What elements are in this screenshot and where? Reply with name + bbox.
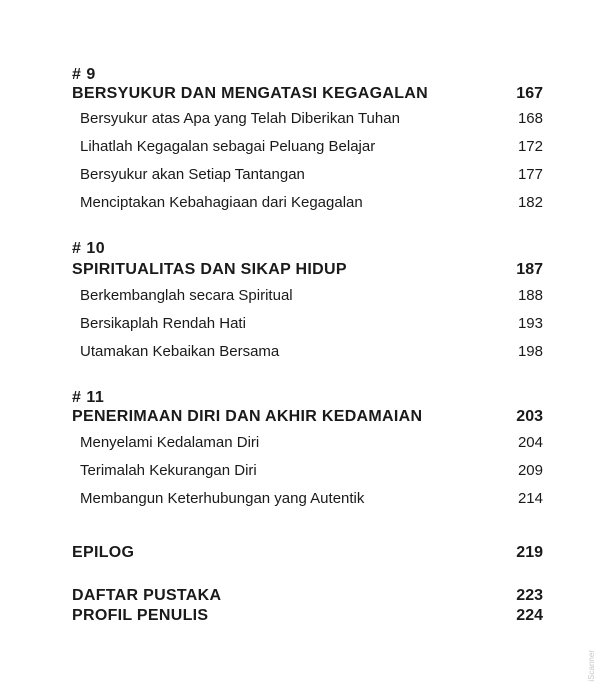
chapter-9-heading-row bbox=[0, 85, 600, 109]
chapter-11-title: PENERIMAAN DIRI DAN AKHIR KEDAMAIAN bbox=[72, 408, 423, 425]
toc-entry-label: Menciptakan Kebahagiaan dari Kegagalan bbox=[80, 194, 363, 211]
epilog-page: 219 bbox=[516, 544, 543, 561]
chapter-10-page: 187 bbox=[516, 261, 543, 278]
toc-entry-page: 177 bbox=[517, 166, 543, 183]
epilog-row bbox=[0, 544, 600, 568]
chapter-10-title: SPIRITUALITAS DAN SIKAP HIDUP bbox=[72, 261, 347, 278]
toc-entry-page: 188 bbox=[517, 287, 543, 304]
profil-penulis-row bbox=[0, 607, 600, 631]
profil-penulis-page: 224 bbox=[516, 607, 543, 624]
toc-entry bbox=[0, 110, 600, 134]
toc-entry-page: 204 bbox=[517, 434, 543, 451]
toc-entry bbox=[0, 166, 600, 190]
toc-entry-label: Berkembanglah secara Spiritual bbox=[80, 287, 293, 304]
daftar-pustaka-page: 223 bbox=[516, 587, 543, 604]
toc-entry-page: 168 bbox=[517, 110, 543, 127]
toc-entry bbox=[0, 315, 600, 339]
chapter-10-heading-row bbox=[0, 261, 600, 285]
toc-entry-label: Utamakan Kebaikan Bersama bbox=[80, 343, 280, 360]
toc-entry-page: 198 bbox=[517, 343, 543, 360]
toc-entry bbox=[0, 462, 600, 486]
toc-entry bbox=[0, 490, 600, 514]
toc-entry-label: Lihatlah Kegagalan sebagai Peluang Belajar bbox=[80, 138, 376, 155]
toc-entry-page: 214 bbox=[517, 490, 543, 507]
chapter-11-heading-row bbox=[0, 408, 600, 432]
chapter-10-number: # 10 bbox=[72, 240, 106, 257]
toc-entry-page: 182 bbox=[517, 194, 543, 211]
toc-entry-label: Terimalah Kekurangan Diri bbox=[80, 462, 257, 479]
toc-entry-label: Bersyukur akan Setiap Tantangan bbox=[80, 166, 305, 183]
profil-penulis-title: PROFIL PENULIS bbox=[72, 607, 209, 624]
toc-entry-label: Bersikaplah Rendah Hati bbox=[80, 315, 246, 332]
toc-entry bbox=[0, 287, 600, 311]
chapter-11-page: 203 bbox=[516, 408, 543, 425]
scanner-watermark: iScanner bbox=[587, 650, 596, 682]
toc-entry-label: Membangun Keterhubungan yang Autentik bbox=[80, 490, 365, 507]
chapter-9-title: BERSYUKUR DAN MENGATASI KEGAGALAN bbox=[72, 85, 428, 102]
toc-entry bbox=[0, 343, 600, 367]
toc-entry-label: Bersyukur atas Apa yang Telah Diberikan Tuhan bbox=[80, 110, 400, 127]
toc-entry bbox=[0, 194, 600, 218]
toc-entry bbox=[0, 434, 600, 458]
toc-entry-label: Menyelami Kedalaman Diri bbox=[80, 434, 260, 451]
chapter-9-page: 167 bbox=[516, 85, 543, 102]
epilog-title: EPILOG bbox=[72, 544, 135, 561]
toc-entry-page: 172 bbox=[517, 138, 543, 155]
toc-entry-page: 209 bbox=[517, 462, 543, 479]
toc-entry bbox=[0, 138, 600, 162]
chapter-11-number: # 11 bbox=[72, 389, 105, 406]
chapter-9-number: # 9 bbox=[72, 66, 96, 83]
daftar-pustaka-title: DAFTAR PUSTAKA bbox=[72, 587, 222, 604]
toc-entry-page: 193 bbox=[517, 315, 543, 332]
